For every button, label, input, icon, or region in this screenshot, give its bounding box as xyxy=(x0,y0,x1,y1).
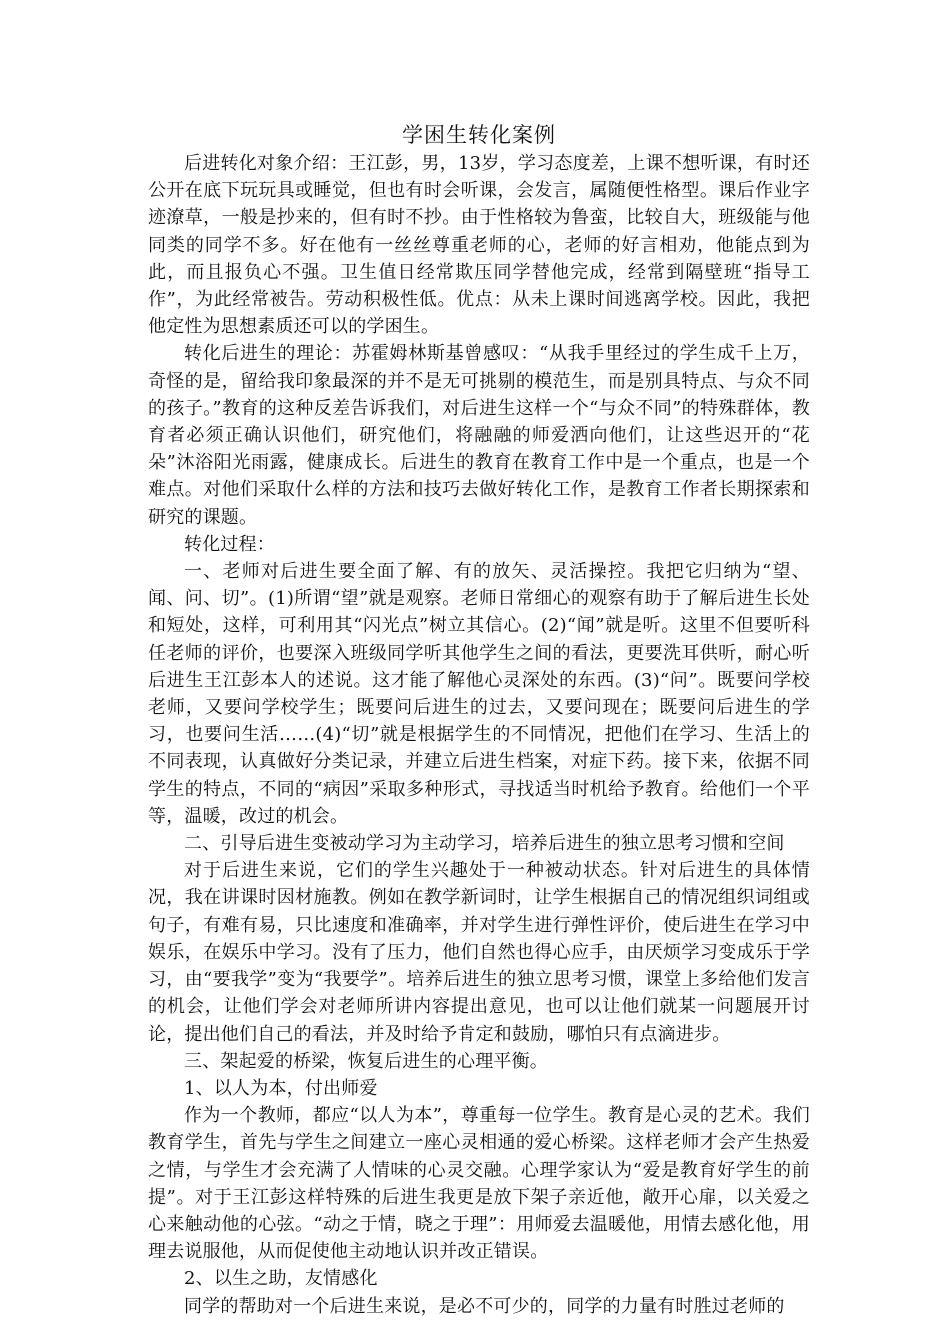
paragraph-section-2-body: 对于后进生来说，它们的学生兴趣处于一种被动状态。针对后进生的具体情况，我在讲课时因材施教。例如在教学新词时，让学生根据自己的情况组织词组或句子，有难有易，只比速度和准确率，并对学生进行弹性评价，使后进生在学习中娱乐，在娱乐中学习。没有了压力，他们自然也得心应手，由厌烦学习变成乐于学习，由“要我学”变为“我要学”。培养后进生的独立思考习惯，课堂上多给他们发言的机会，让他们学会对老师所讲内容提出意见，也可以让他们就某一问题展开讨论，提出他们自己的看法，并及时给予肯定和鼓励，哪怕只有点滴进步。 xyxy=(148,860,810,1045)
paragraph-section-2-heading: 二、引导后进生变被动学习为主动学习，培养后进生的独立思考习惯和空间 xyxy=(184,833,785,855)
document-title: 学困生转化案例 xyxy=(402,123,556,147)
paragraph-section-3-heading: 三、架起爱的桥梁，恢复后进生的心理平衡。 xyxy=(184,1050,548,1072)
document-page xyxy=(148,120,810,1320)
paragraph-subsection-2-heading: 2、以生之助，友情感化 xyxy=(184,1268,378,1290)
paragraph-process-heading: 转化过程： xyxy=(184,533,275,555)
paragraph-intro: 后进转化对象介绍：王江彭，男，13岁，学习态度差，上课不想听课，有时还公开在底下玩玩具或睡觉，但也有时会听课，会发言，属随便性格型。课后作业字迹潦草，一般是抄来的，但有时不抄。由于性格较为鲁蛮，比较自大，班级能与他同类的同学不多。好在他有一丝丝尊重老师的心，老师的好言相劝，他能点到为此，而且报负心不强。卫生值日经常欺压同学替他完成，经常到隔壁班“指导工作”，为此经常被告。劳动积极性低。优点：从未上课时间逃离学校。因此，我把他定性为思想素质还可以的学困生。 xyxy=(148,153,810,338)
paragraph-theory: 转化后进生的理论：苏霍姆林斯基曾感叹：“从我手里经过的学生成千上万，奇怪的是，留给我印象最深的并不是无可挑剔的模范生，而是别具特点、与众不同的孩子。”教育的这种反差告诉我们，对后进生这样一个“与众不同”的特殊群体，教育者必须正确认识他们，研究他们，将融融的师爱洒向他们，让这些迟开的“花朵”沐浴阳光雨露，健康成长。后进生的教育在教育工作中是一个重点，也是一个难点。对他们采取什么样的方法和技巧去做好转化工作，是教育工作者长期探索和研究的课题。 xyxy=(148,343,810,528)
paragraph-subsection-1-body: 作为一个教师，都应“以人为本”，尊重每一位学生。教育是心灵的艺术。我们教育学生，首先与学生之间建立一座心灵相通的爱心桥梁。这样老师才会产生热爱之情，与学生才会充满了人情味的心灵交融。心理学家认为“爱是教育好学生的前提”。对于王江彭这样特殊的后进生我更是放下架子亲近他，敞开心扉，以关爱之心来触动他的心弦。“动之于情，晓之于理”：用师爱去温暖他，用情去感化他，用理去说服他，从而促使他主动地认识并改正错误。 xyxy=(148,1105,810,1263)
paragraph-subsection-1-heading: 1、以人为本，付出师爱 xyxy=(184,1077,378,1099)
paragraph-subsection-2-body: 同学的帮助对一个后进生来说，是必不可少的，同学的力量有时胜过老师的 xyxy=(184,1295,785,1317)
paragraph-section-1: 一、老师对后进生要全面了解、有的放矢、灵活操控。我把它归纳为“望、闻、问、切”。(1)所谓“望”就是观察。老师日常细心的观察有助于了解后进生长处和短处，这样，可利用其“闪光点”树立其信心。(2)“闻”就是听。这里不但要听科任老师的评价，也要深入班级同学听其他学生之间的看法，更要洗耳供听，耐心听后进生王江彭本人的述说。这才能了解他心灵深处的东西。(3)“问”。既要问学校老师，又要问学校学生；既要问后进生的过去，又要问现在；既要问后进生的学习，也要问生活……(4)“切”就是根据学生的不同情况，把他们在学习、生活上的不同表现，认真做好分类记录，并建立后进生档案，对症下药。接下来，依据不同学生的特点，不同的“病因”采取多种形式，寻找适当时机给予教育。给他们一个平等，温暖，改过的机会。 xyxy=(148,561,810,827)
